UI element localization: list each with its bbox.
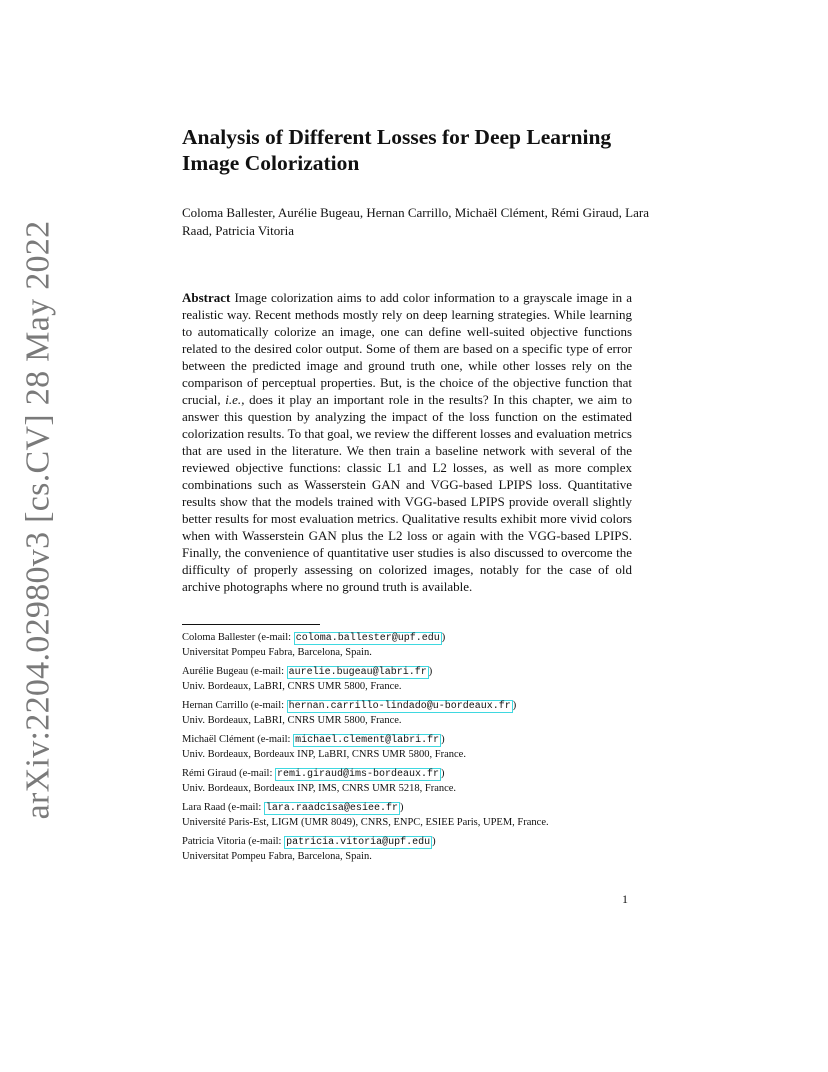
email-link[interactable]: patricia.vitoria@upf.edu: [286, 837, 431, 848]
footnote-item: Patricia Vitoria (e-mail: patricia.vitoria@upf.edu ) Universitat Pompeu Fabra, Barcelona, Spain.: [182, 835, 642, 864]
footnote-affiliation: Universitat Pompeu Fabra, Barcelona, Spain.: [182, 647, 372, 658]
footnote-affiliation: Univ. Bordeaux, Bordeaux INP, LaBRI, CNRS UMR 5800, France.: [182, 749, 466, 760]
footnote-affiliation: Université Paris-Est, LIGM (UMR 8049), CNRS, ENPC, ESIEE Paris, UPEM, France.: [182, 817, 549, 828]
footnote-item: Aurélie Bugeau (e-mail: aurelie.bugeau@labri.fr ) Univ. Bordeaux, LaBRI, CNRS UMR 5800, France.: [182, 665, 642, 694]
footnote-rule: [182, 624, 320, 625]
footnote-name: Hernan Carrillo (e-mail:: [182, 700, 287, 711]
footnotes: [182, 631, 642, 869]
email-link[interactable]: lara.raadcisa@esiee.fr: [265, 803, 398, 814]
footnote-item: Coloma Ballester (e-mail: coloma.ballester@upf.edu ) Universitat Pompeu Fabra, Barcelona, Spain.: [182, 631, 642, 660]
footnote-item: Hernan Carrillo (e-mail: hernan.carrillo-lindado@u-bordeaux.fr ) Univ. Bordeaux, LaBRI, CNRS UMR 5800, France.: [182, 699, 642, 728]
email-link[interactable]: aurelie.bugeau@labri.fr: [288, 667, 427, 678]
author-list: Coloma Ballester, Aurélie Bugeau, Hernan Carrillo, Michaël Clément, Rémi Giraud, Lara Raad, Patricia Vitoria: [182, 205, 649, 238]
footnote-name: Coloma Ballester (e-mail:: [182, 632, 294, 643]
footnote-affiliation: Univ. Bordeaux, Bordeaux INP, IMS, CNRS UMR 5218, France.: [182, 783, 457, 794]
footnote-name: Aurélie Bugeau (e-mail:: [182, 666, 287, 677]
abstract-text-2: , does it play an important role in the results? In this chapter, we aim to answer this question by analyzing the impact of the loss function on the estimated colorization results. To that goal, we review the different losses and evaluation metrics that are used in the literature. We then train a baseline network with several of the reviewed objective functions: classic L1 and L2 losses, as well as more complex combinations such as Wasserstein GAN and VGG-based LPIPS loss. Quantitative results show that the models trained with VGG-based LPIPS provide overall slightly better results for most evaluation metrics. Qualitative results exhibit more vivid colors when with Wasserstein GAN plus the L2 loss or again with the VGG-based LPIPS. Finally, the convenience of quantitative user studies is also discussed to overcome the difficulty of properly assessing on colorized images, notably for the case of old archive photographs where no ground truth is available.: [182, 392, 632, 594]
footnote-name: Rémi Giraud (e-mail:: [182, 768, 276, 779]
footnote-affiliation: Univ. Bordeaux, LaBRI, CNRS UMR 5800, France.: [182, 681, 402, 692]
arxiv-side-identifier: [16, 220, 60, 820]
footnote-affiliation: Univ. Bordeaux, LaBRI, CNRS UMR 5800, France.: [182, 715, 402, 726]
abstract-text-1: Image colorization aims to add color information to a grayscale image in a realistic way. Recent methods mostly rely on deep learning strategies. While learning to automatically colorize an image, one can define well-suited objective functions related to the desired color output. Some of them are based on a specific type of error between the predicted image and ground truth one, while other losses rely on the comparison of perceptual properties. But, is the choice of the objective function that crucial,: [182, 290, 633, 407]
page-number: 1: [622, 892, 628, 906]
email-link[interactable]: remi.giraud@ims-bordeaux.fr: [277, 769, 440, 780]
footnote-name: Lara Raad (e-mail:: [182, 802, 264, 813]
footnote-item: Michaël Clément (e-mail: michael.clement@labri.fr ) Univ. Bordeaux, Bordeaux INP, LaBRI, CNRS UMR 5800, France.: [182, 733, 642, 762]
email-link[interactable]: michael.clement@labri.fr: [295, 735, 440, 746]
abstract: [182, 289, 632, 595]
footnote-item: Lara Raad (e-mail: lara.raadcisa@esiee.fr ) Université Paris-Est, LIGM (UMR 8049), CNRS, ENPC, ESIEE Paris, UPEM, France.: [182, 801, 642, 830]
footnote-item: Rémi Giraud (e-mail: remi.giraud@ims-bordeaux.fr ) Univ. Bordeaux, Bordeaux INP, IMS, CNRS UMR 5218, France.: [182, 767, 642, 796]
email-link[interactable]: coloma.ballester@upf.edu: [295, 633, 440, 644]
footnote-affiliation: Universitat Pompeu Fabra, Barcelona, Spain.: [182, 851, 372, 862]
paper-title: Analysis of Different Losses for Deep Learning Image Colorization: [182, 125, 612, 175]
footnote-name: Michaël Clément (e-mail:: [182, 734, 294, 745]
arxiv-id-text: arXiv:2204.02980v3 [cs.CV] 28 May 2022: [19, 220, 56, 820]
abstract-heading: Abstract: [182, 290, 231, 305]
abstract-ie: i.e.: [225, 392, 242, 407]
footnote-name: Patricia Vitoria (e-mail:: [182, 836, 285, 847]
email-link[interactable]: hernan.carrillo-lindado@u-bordeaux.fr: [288, 701, 511, 712]
